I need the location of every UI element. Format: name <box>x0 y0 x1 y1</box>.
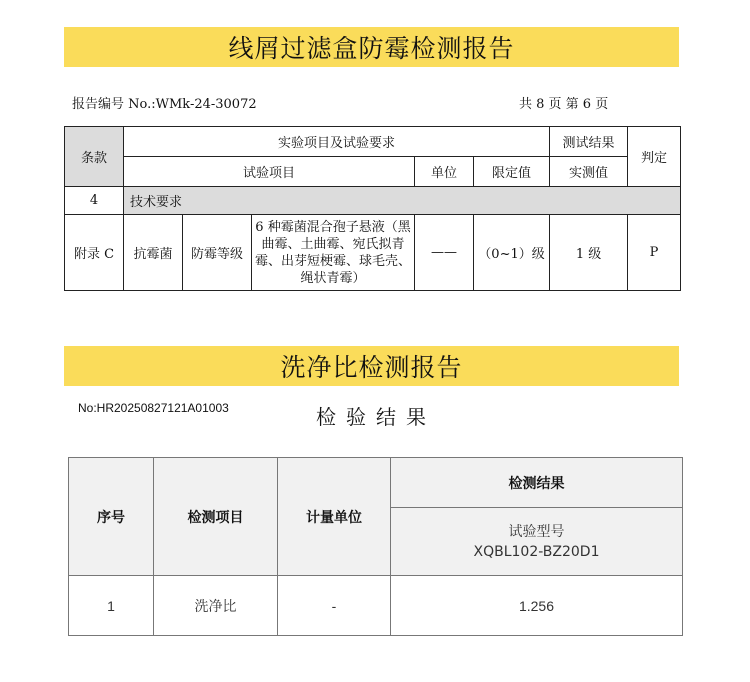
model-label: 试验型号 <box>508 523 565 540</box>
model-cell <box>391 508 683 576</box>
item-cell: 洗净比 <box>154 576 278 636</box>
col-unit-header: 计量单位 <box>278 458 391 576</box>
model-value: XQBL102-BZ20D1 <box>473 543 600 560</box>
limit-cell: （0~1）级 <box>474 215 550 291</box>
mold-report-table <box>64 126 681 291</box>
col-group-header: 实验项目及试验要求 <box>124 127 550 157</box>
seq-cell: 1 <box>69 576 154 636</box>
section-row <box>65 187 681 215</box>
judge-cell: P <box>628 215 681 291</box>
clean-report-banner <box>64 346 679 386</box>
col-item-header: 试验项目 <box>124 157 415 187</box>
clean-report-table <box>68 457 683 636</box>
col-result-header: 检测结果 <box>391 458 683 508</box>
clause-cell: 附录 C <box>65 215 124 291</box>
value-cell: 1.256 <box>391 576 683 636</box>
col-clause-header: 条款 <box>65 127 124 187</box>
section-number: 4 <box>65 187 124 215</box>
spec-cell: 6 种霉菌混合孢子悬液（黑曲霉、土曲霉、宛氏拟青霉、出芽短梗霉、球毛壳、绳状青霉） <box>252 215 415 291</box>
grade-cell: 防霉等级 <box>183 215 252 291</box>
mold-report-banner <box>64 27 679 67</box>
col-seq-header: 序号 <box>69 458 154 576</box>
measured-cell: 1 级 <box>550 215 628 291</box>
item-cell: 抗霉菌 <box>124 215 183 291</box>
col-test-result-header: 测试结果 <box>550 127 628 157</box>
header-row-2 <box>65 157 681 187</box>
col-unit-header: 单位 <box>415 157 474 187</box>
mold-report-number: 报告编号 No.:WMk-24-30072 <box>72 97 257 112</box>
section-label: 技术要求 <box>124 187 681 215</box>
clean-report-title: 洗净比检测报告 <box>280 353 463 382</box>
unit-cell: —— <box>415 215 474 291</box>
header-row-1 <box>69 458 683 508</box>
col-item-header: 检测项目 <box>154 458 278 576</box>
unit-cell: - <box>278 576 391 636</box>
mold-report-title: 线屑过滤盒防霉检测报告 <box>228 34 515 63</box>
page-info: 共 8 页 第 6 页 <box>519 97 609 112</box>
table-row <box>65 215 681 291</box>
result-title: 检验结果 <box>316 405 436 429</box>
table-row <box>69 576 683 636</box>
col-judge-header: 判定 <box>628 127 681 187</box>
col-measured-header: 实测值 <box>550 157 628 187</box>
col-limit-header: 限定值 <box>474 157 550 187</box>
header-row-1 <box>65 127 681 157</box>
clean-report-number: No:HR20250827121A01003 <box>78 401 229 415</box>
